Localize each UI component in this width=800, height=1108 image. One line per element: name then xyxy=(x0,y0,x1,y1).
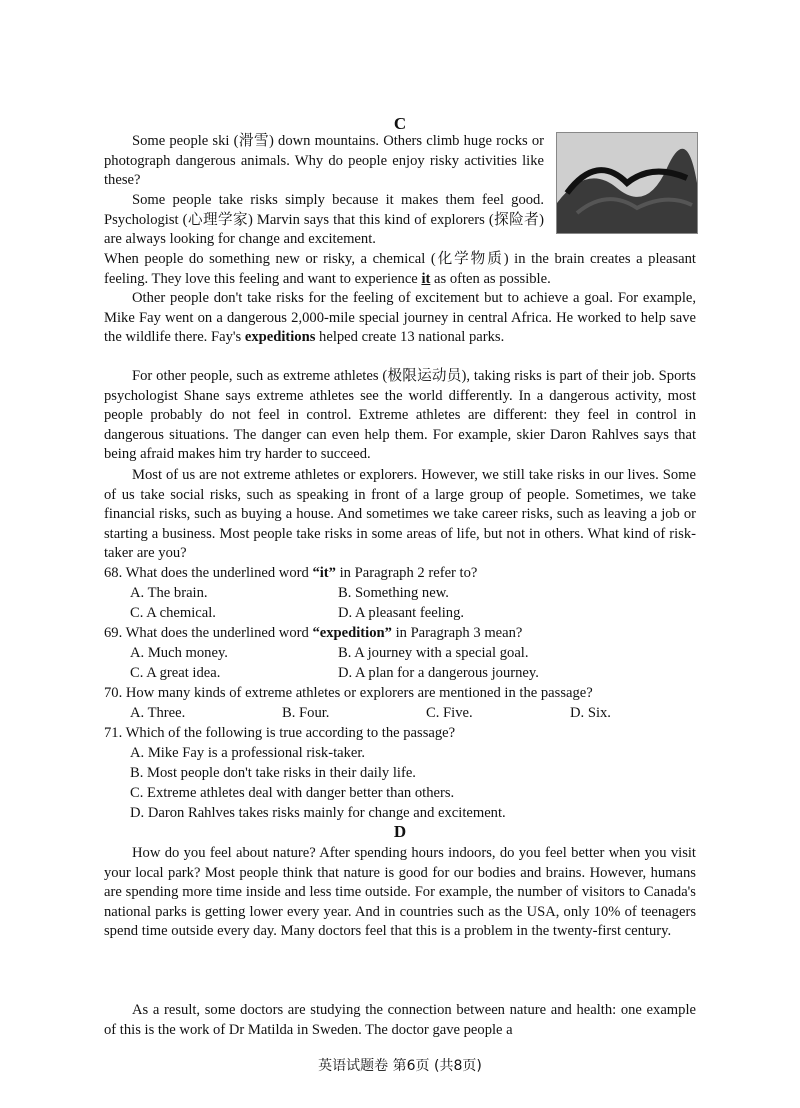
question-71-option-d[interactable]: D. Daron Rahlves takes risks mainly for change and excitement. xyxy=(130,805,506,821)
passage-c-paragraph-2a: Some people take risks simply because it makes them feel good. Psychologist (心理学家) Marvin says that this kind of explorers (探险者) are always looking for change and excitement. xyxy=(104,192,544,248)
question-69-option-c[interactable]: C. A great idea. xyxy=(130,665,221,681)
passage-d-paragraph-1: How do you feel about nature? After spending hours indoors, do you feel better when you visit your local park? Most people think that nature is good for our bodies and brains. However, humans are spending more time inside and less time outside. For example, the number of visitors to Canada's national parks is getting lower every year. And in countries such as the USA, only 10% of teenagers spend time outside every day. Many doctors feel that this is a problem in the twenty-first century. xyxy=(104,845,696,940)
passage-c-paragraph-5: Most of us are not extreme athletes or explorers. However, we still take risks in our lives. Some of us take social risks, such as speaking in front of a large group of people. Sometimes, we take financial risks, such as buying a house. And sometimes we take career risks, such as leaving a job or starting a business. Most people take risks in some areas of life, but not in others. What kind of risk-taker are you? xyxy=(104,467,696,562)
passage-photo xyxy=(556,132,698,234)
underlined-word-it: it xyxy=(421,270,431,287)
question-71-option-a[interactable]: A. Mike Fay is a professional risk-taker. xyxy=(130,745,366,761)
question-68-option-b[interactable]: B. Something new. xyxy=(338,585,449,601)
section-c-title: C xyxy=(393,114,407,133)
passage-d-paragraph-2: As a result, some doctors are studying the connection between nature and health: one example of this is the work of Dr Matilda in Sweden. The doctor gave people a xyxy=(104,1002,696,1038)
section-d-title: D xyxy=(393,822,407,841)
question-68-option-a[interactable]: A. The brain. xyxy=(130,585,208,601)
question-70-option-b[interactable]: B. Four. xyxy=(282,705,330,721)
passage-c-paragraph-1: Some people ski (滑雪) down mountains. Others climb huge rocks or photograph dangerous animals. Why do people enjoy risky activities like these? xyxy=(104,133,544,189)
page-footer: 英语试题卷 第6页 (共8页) xyxy=(318,1058,482,1074)
question-70: 70. How many kinds of extreme athletes or explorers are mentioned in the passage? xyxy=(104,685,593,701)
passage-c-paragraph-4: For other people, such as extreme athletes (极限运动员), taking risks is part of their job. Sports psychologist Shane says extreme athletes see the world differently. In a dangerous activity, most people probably do not feel in control. Extreme athletes are different: they feel in control in dangerous situations. The danger can even help them. For example, skier Daron Rahlves says that being afraid makes him try harder to succeed. xyxy=(104,368,696,463)
passage-c-paragraph-2b: When people do something new or risky, a chemical (化学物质) in the brain creates a pleasant feeling. They love this feeling and want to experience it as often as possible. xyxy=(104,251,696,287)
question-69-option-a[interactable]: A. Much money. xyxy=(130,645,228,661)
question-70-option-c[interactable]: C. Five. xyxy=(426,705,473,721)
mountain-climber-image xyxy=(557,133,697,233)
bold-word-expeditions: expeditions xyxy=(244,329,316,346)
question-68-option-d[interactable]: D. A pleasant feeling. xyxy=(338,605,465,621)
question-68: 68. What does the underlined word “it” in Paragraph 2 refer to? xyxy=(104,565,478,581)
question-70-option-a[interactable]: A. Three. xyxy=(130,705,186,721)
question-70-option-d[interactable]: D. Six. xyxy=(570,705,611,721)
question-71: 71. Which of the following is true according to the passage? xyxy=(104,725,456,741)
question-71-option-b[interactable]: B. Most people don't take risks in their daily life. xyxy=(130,765,416,781)
question-69-option-d[interactable]: D. A plan for a dangerous journey. xyxy=(338,665,539,681)
question-69-option-b[interactable]: B. A journey with a special goal. xyxy=(338,645,529,661)
question-69: 69. What does the underlined word “expedition” in Paragraph 3 mean? xyxy=(104,625,523,641)
passage-c-paragraph-3: Other people don't take risks for the feeling of excitement but to achieve a goal. For example, Mike Fay went on a dangerous 2,000-mile special journey in central Africa. He worked to help save the wildlife there. Fay's expeditions helped create 13 national parks. xyxy=(104,290,696,346)
question-71-option-c[interactable]: C. Extreme athletes deal with danger better than others. xyxy=(130,785,455,801)
question-68-option-c[interactable]: C. A chemical. xyxy=(130,605,216,621)
